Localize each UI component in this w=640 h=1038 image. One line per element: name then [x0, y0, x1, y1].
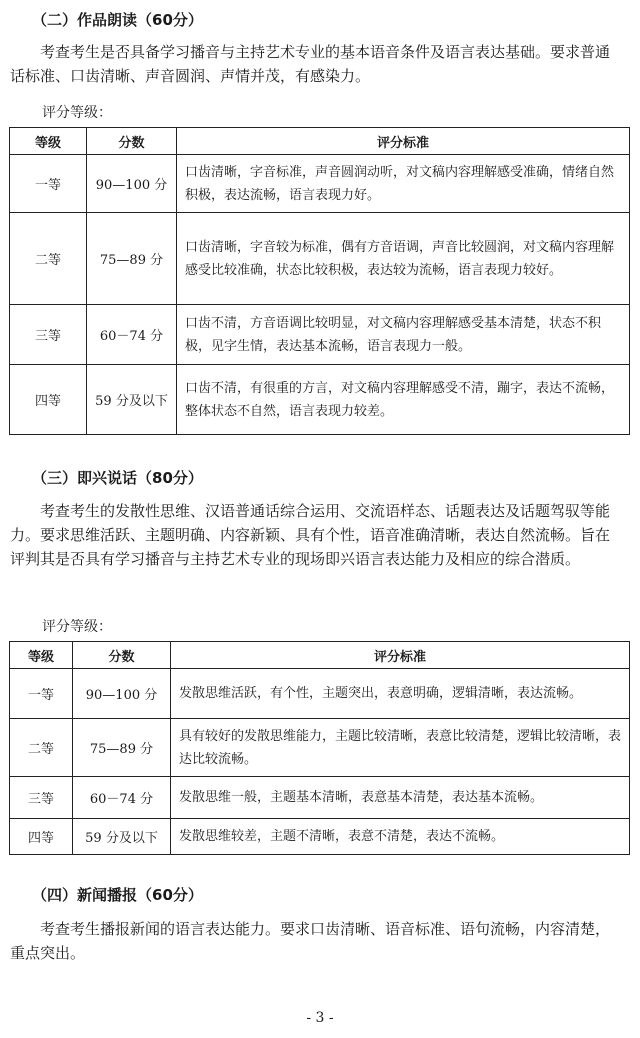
header-score: 分数 [73, 642, 171, 669]
cell-criteria: 口齿不清，方音语调比较明显，对文稿内容理解感受基本清楚，状态不积极，见字生情，表达基本流畅，语言表现力一般。 [177, 305, 630, 365]
cell-level: 二等 [10, 719, 73, 777]
header-criteria: 评分标准 [171, 642, 630, 669]
cell-level: 四等 [10, 365, 87, 435]
cell-criteria: 发散思维活跃，有个性，主题突出，表意明确，逻辑清晰，表达流畅。 [171, 669, 630, 719]
table-row [10, 365, 630, 435]
header-score: 分数 [87, 128, 177, 155]
cell-criteria: 口齿清晰，字音标准，声音圆润动听，对文稿内容理解感受准确，情绪自然积极，表达流畅，语言表现力好。 [177, 155, 630, 213]
table-row [10, 305, 630, 365]
table-row [10, 213, 630, 305]
table-label-reading: 评分等级： [42, 105, 112, 121]
section-paragraph-reading: 考查考生是否具备学习播音与主持艺术专业的基本语音条件及语言表达基础。要求普通话标准、口齿清晰、声音圆润、声情并茂，有感染力。 [10, 43, 611, 85]
cell-criteria: 发散思维一般，主题基本清晰，表意基本清楚，表达基本流畅。 [171, 777, 630, 819]
section-heading-news: （四）新闻播报（60分） [32, 886, 203, 904]
table-row [10, 155, 630, 213]
cell-level: 三等 [10, 305, 87, 365]
header-level: 等级 [10, 642, 73, 669]
cell-score: 60－74 分 [73, 777, 171, 819]
grading-table-reading [9, 127, 630, 435]
cell-score: 59 分及以下 [87, 365, 177, 435]
header-criteria: 评分标准 [177, 128, 630, 155]
grading-table-impromptu [9, 641, 630, 855]
section-paragraph-impromptu: 考查考生的发散性思维、汉语普通话综合运用、交流语样态、话题表达及话题驾驭等能力。要求思维活跃、主题明确、内容新颖、具有个性，语音准确清晰，表达自然流畅。旨在评判其是否具有学习播音与主持艺术专业的现场即兴语言表达能力及相应的综合潜质。 [10, 502, 611, 568]
section-heading-reading: （二）作品朗读（60分） [32, 11, 203, 29]
cell-level: 一等 [10, 669, 73, 719]
table-header-row [10, 642, 630, 669]
table-label-impromptu: 评分等级： [42, 619, 112, 635]
cell-criteria: 口齿不清，有很重的方言，对文稿内容理解感受不清，蹦字，表达不流畅，整体状态不自然，语言表现力较差。 [177, 365, 630, 435]
page-number: - 3 - [306, 1010, 334, 1026]
section-heading-impromptu: （三）即兴说话（80分） [32, 469, 203, 487]
table-row [10, 669, 630, 719]
cell-score: 59 分及以下 [73, 819, 171, 855]
cell-criteria: 口齿清晰，字音较为标准，偶有方音语调，声音比较圆润，对文稿内容理解感受比较准确，状态比较积极，表达较为流畅，语言表现力较好。 [177, 213, 630, 305]
header-level: 等级 [10, 128, 87, 155]
cell-score: 60－74 分 [87, 305, 177, 365]
cell-level: 二等 [10, 213, 87, 305]
table-row [10, 819, 630, 855]
cell-criteria: 发散思维较差，主题不清晰，表意不清楚，表达不流畅。 [171, 819, 630, 855]
cell-level: 一等 [10, 155, 87, 213]
cell-score: 90—100 分 [87, 155, 177, 213]
section-paragraph-news: 考查考生播报新闻的语言表达能力。要求口齿清晰、语音标准、语句流畅，内容清楚，重点突出。 [10, 920, 611, 962]
cell-score: 90—100 分 [73, 669, 171, 719]
table-header-row [10, 128, 630, 155]
cell-level: 四等 [10, 819, 73, 855]
table-row [10, 719, 630, 777]
cell-score: 75—89 分 [73, 719, 171, 777]
cell-criteria: 具有较好的发散思维能力，主题比较清晰，表意比较清楚，逻辑比较清晰，表达比较流畅。 [171, 719, 630, 777]
cell-level: 三等 [10, 777, 73, 819]
cell-score: 75—89 分 [87, 213, 177, 305]
table-row [10, 777, 630, 819]
